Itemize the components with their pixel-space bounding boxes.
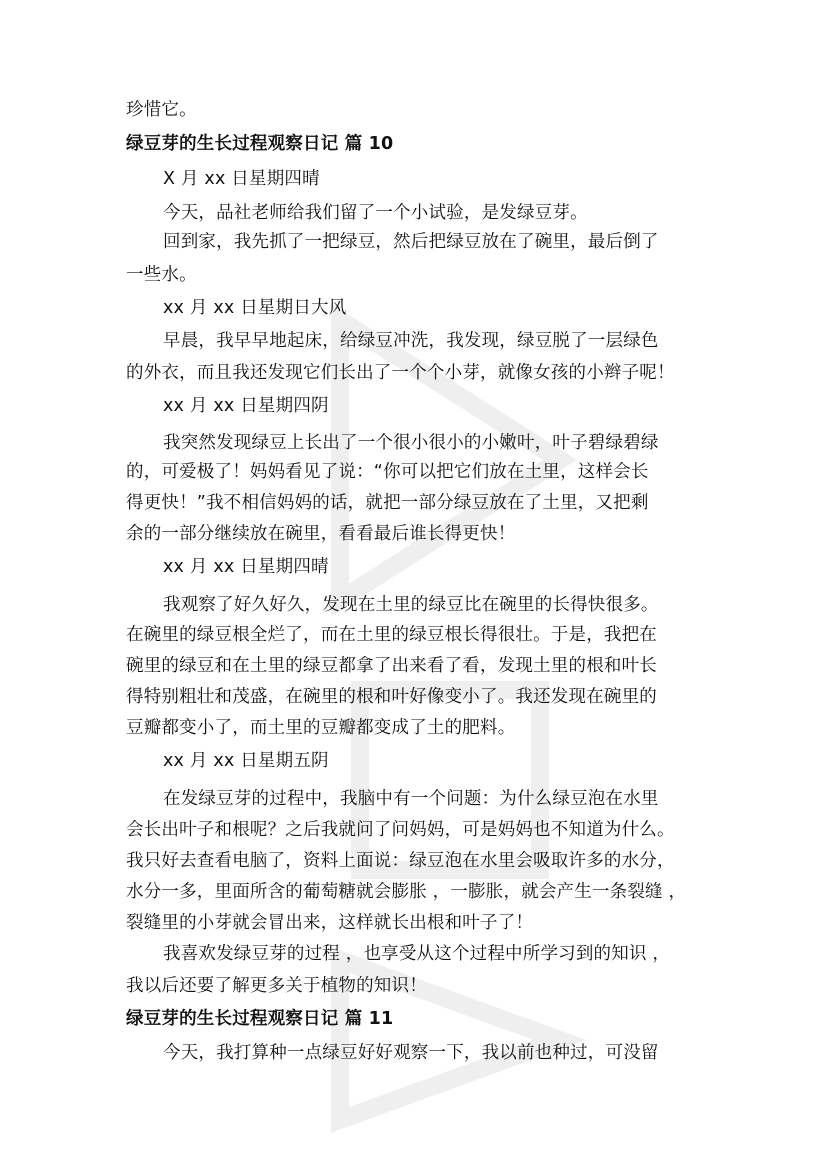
diary-date: xx 月 xx 日星期四阴 xyxy=(163,396,329,416)
paragraph-line: 我突然发现绿豆上长出了一个很小很小的小嫩叶，叶子碧绿碧绿 xyxy=(163,433,659,453)
paragraph-line: 碗里的绿豆和在土里的绿豆都拿了出来看了看，发现土里的根和叶长 xyxy=(126,656,657,676)
paragraph-line: 余的一部分继续放在碗里，看看最后谁长得更快！ xyxy=(126,524,516,544)
diary-date: xx 月 xx 日星期四晴 xyxy=(163,557,329,577)
paragraph-line: 我喜欢发绿豆芽的过程 ，也享受从这个过程中所学习到的知识 ， xyxy=(163,944,671,964)
paragraph-line: 一些水。 xyxy=(126,265,197,285)
section-11-heading: 绿豆芽的生长过程观察日记 篇 11 xyxy=(126,1009,394,1029)
paragraph-line: 会长出叶子和根呢？之后我就问了问妈妈，可是妈妈也不知道为什么。 xyxy=(126,820,675,840)
paragraph-line: 在发绿豆芽的过程中，我脑中有一个问题：为什么绿豆泡在水里 xyxy=(163,789,659,809)
diary-date: X 月 xx 日星期四晴 xyxy=(163,169,320,189)
paragraph-line: 裂缝里的小芽就会冒出来，这样就长出根和叶子了！ xyxy=(126,913,534,933)
paragraph-line: 的，可爱极了！妈妈看见了说：“你可以把它们放在土里，这样会长 xyxy=(126,462,649,482)
paragraph-line: 我观察了好久好久，发现在土里的绿豆比在碗里的长得快很多。 xyxy=(163,595,659,615)
paragraph-line: 我以后还要了解更多关于植物的知识！ xyxy=(126,976,427,996)
paragraph-line: 的外衣，而且我还发现它们长出了一个个小芽，就像女孩的小辫子呢！ xyxy=(126,363,675,383)
paragraph-line: 我只好去查看电脑了，资料上面说：绿豆泡在水里会吸取许多的水分， xyxy=(126,851,675,871)
paragraph-line: 在碗里的绿豆根全烂了，而在土里的绿豆根长得很壮。于是，我把在 xyxy=(126,625,657,645)
diary-date: xx 月 xx 日星期五阴 xyxy=(163,751,329,771)
paragraph-line: 回到家，我先抓了一把绿豆，然后把绿豆放在了碗里，最后倒了 xyxy=(163,232,659,252)
paragraph-line: 豆瓣都变小了，而土里的豆瓣都变成了土的肥料。 xyxy=(126,718,516,738)
paragraph-line: 得特别粗壮和茂盛，在碗里的根和叶好像变小了。我还发现在碗里的 xyxy=(126,687,657,707)
paragraph-line: 得更快！”我不相信妈妈的话，就把一部分绿豆放在了土里，又把剩 xyxy=(126,493,649,513)
paragraph-line: 今天，品社老师给我们留了一个小试验，是发绿豆芽。 xyxy=(163,203,588,223)
section-10-heading: 绿豆芽的生长过程观察日记 篇 10 xyxy=(126,134,394,154)
diary-date: xx 月 xx 日星期日大风 xyxy=(163,298,347,318)
paragraph-line: 今天，我打算种一点绿豆好好观察一下，我以前也种过，可没留 xyxy=(163,1043,659,1063)
paragraph-line: 水分一多，里面所含的葡萄糖就会膨胀 ，一膨胀，就会产生一条裂缝 ， xyxy=(126,882,687,902)
continuation-text: 珍惜它。 xyxy=(126,100,197,120)
paragraph-line: 早晨，我早早地起床，给绿豆冲洗，我发现，绿豆脱了一层绿色 xyxy=(163,331,659,351)
